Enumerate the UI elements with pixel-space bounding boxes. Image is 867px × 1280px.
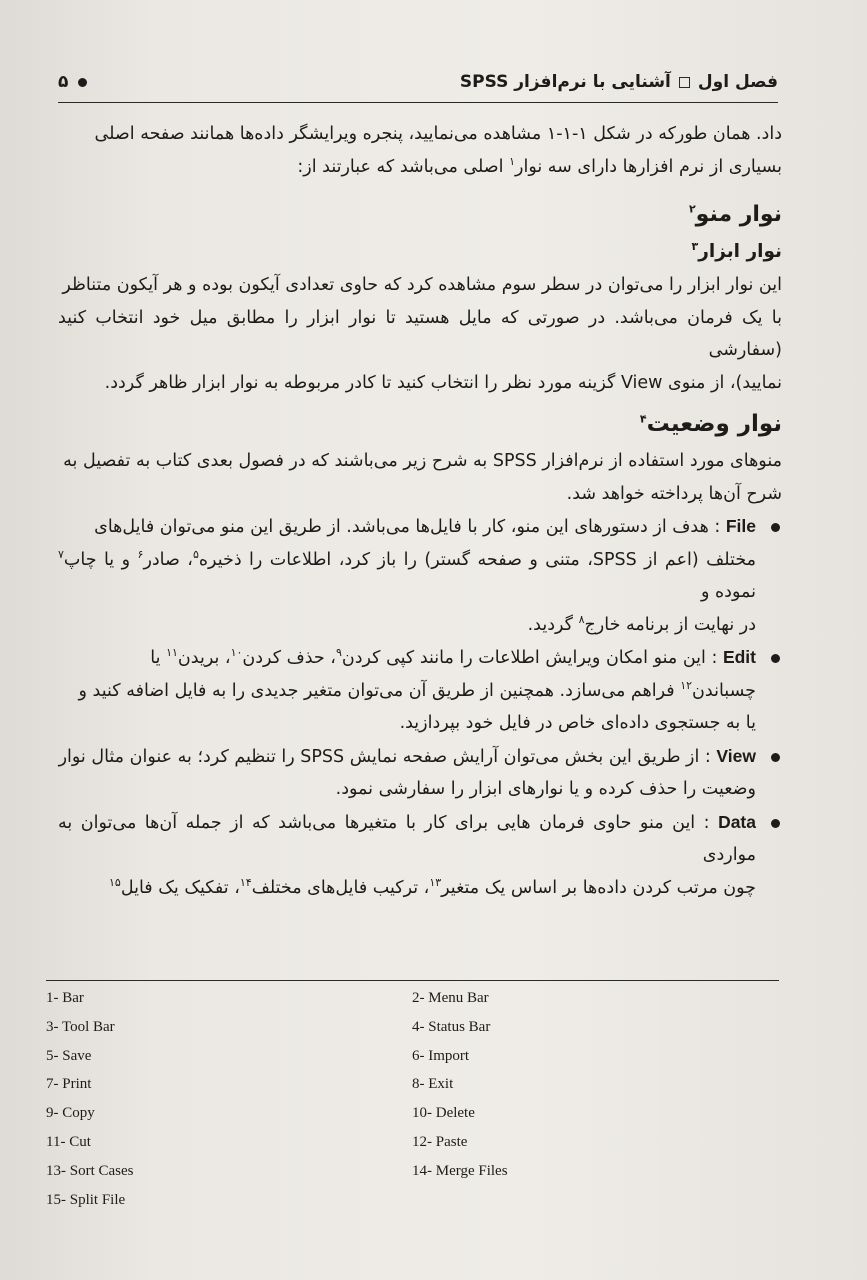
page-number-group (58, 72, 87, 92)
bullet-icon (771, 753, 780, 762)
footnote-ref: ۱ (509, 154, 515, 168)
square-bullet-icon (679, 77, 690, 88)
intro-line-2: بسیاری از نرم افزارها دارای سه نوار$^۱$ اصلی می‌باشد که عبارتند از: (297, 154, 782, 177)
menu-bar-heading: نوار منو$^۲$ (688, 202, 782, 227)
file-label: File (725, 516, 756, 536)
footnote: 2- Menu Bar (412, 990, 489, 1006)
tool-bar-heading: نوار ابزار$^۳$ (691, 239, 782, 262)
footnote: 4- Status Bar (412, 1018, 491, 1035)
intro-line-1: داد. همان طورکه در شکل ۱-۱-۱ مشاهده می‌نمایید، پنجره ویرایشگر داده‌ها همانند صفحه اصلی (94, 124, 782, 144)
page-body (58, 118, 782, 904)
menus-line-1: منوهای مورد استفاده از نرم‌افزار SPSS به شرح زیر می‌باشند که در فصول بعدی کتاب به تفصیل به (63, 451, 782, 471)
status-bar-heading: نوار وضعیت$^۴$ (639, 411, 782, 437)
footnote: 12- Paste (412, 1133, 468, 1150)
footnote: 15- Split File (46, 1191, 126, 1208)
footnote: 14- Merge Files (412, 1162, 508, 1179)
menus-line-2: شرح آن‌ها پرداخته خواهد شد. (566, 483, 782, 504)
footnote-ref: ۴ (639, 412, 647, 426)
footnotes-right-column (412, 984, 508, 1186)
footnote: 5- Save (46, 1047, 92, 1064)
data-menu-item: Data : این منو حاوی فرمان هایی برای کار با متغیرها می‌باشد که از جمله آن‌ها می‌توان به مواردی چون مرتب کردن داده‌ها بر اساس یک متغیر$^{۱۳}$، ترکیب فایل‌های مختلف$^{۱۴}$، تفکیک یک فایل$^{۱۵}$ (58, 806, 782, 905)
running-head (460, 72, 778, 92)
chapter-label: فصل اول (697, 72, 778, 92)
dot-icon (78, 78, 87, 87)
edit-menu-item: Edit : این منو امکان ویرایش اطلاعات را مانند کپی کردن$^۹$، حذف کردن$^{۱۰}$، بریدن$^{۱۱}$ یا چسباندن$^{۱۲}$ فراهم می‌سازد. همچنین از طریق آن می‌توان متغیر جدیدی را به فایل اضافه کنید و یا به جستجوی داده‌ای خاص در فایل خود بپردازید. (58, 641, 782, 740)
footnote: 6- Import (412, 1047, 470, 1064)
page-number: ۵ (58, 72, 69, 92)
view-menu-item: View : از طریق این بخش می‌توان آرایش صفحه نمایش SPSS را تنظیم کرد؛ به عنوان مثال نوار وضعیت را حذف کرده و یا نوارهای ابزار را سفارشی نمود. (58, 740, 782, 806)
edit-label: Edit (722, 647, 756, 667)
chapter-title: آشنایی با نرم‌افزار SPSS (459, 72, 671, 92)
footnote: 9- Copy (46, 1105, 95, 1122)
footnote: 8- Exit (412, 1076, 454, 1093)
footnote: 10- Delete (412, 1105, 475, 1122)
footnote-divider (46, 980, 779, 981)
page-header (58, 62, 778, 103)
toolbar-line-2: با یک فرمان می‌باشد. در صورتی که مایل هستید تا نوار ابزار را مطابق میل خود انتخاب کنید (سفارشی (58, 307, 782, 360)
footnotes-left-column (46, 984, 134, 1214)
footnote: 1- Bar (46, 990, 84, 1006)
file-menu-item: File : هدف از دستورهای این منو، کار با فایل‌ها می‌باشد. از طریق این منو می‌توان فایل‌های مختلف (اعم از SPSS، متنی و صفحه گستر) را باز کرد، اطلاعات را ذخیره$^۵$، صادر$^۶$ و یا چاپ$^۷$ نموده و در نهایت از برنامه خارج$^۸$ گردید. (58, 510, 782, 641)
toolbar-line-1: این نوار ابزار را می‌توان در سطر سوم مشاهده کرد که حاوی تعدادی آیکون بوده و هر آیکون متناظر (62, 275, 782, 295)
footnote: 3- Tool Bar (46, 1018, 115, 1035)
bullet-icon (771, 819, 780, 828)
footnote: 11- Cut (46, 1133, 91, 1150)
toolbar-line-3: نمایید)، از منوی View گزینه مورد نظر را انتخاب کنید تا کادر مربوطه به نوار ابزار ظاهر گردد. (104, 372, 782, 393)
footnote: 7- Print (46, 1076, 92, 1093)
bullet-icon (771, 523, 780, 532)
footnote-ref: ۳ (691, 239, 699, 253)
view-label: View (716, 745, 756, 766)
footnote: 13- Sort Cases (46, 1162, 134, 1179)
footnote-ref: ۲ (688, 202, 696, 216)
data-label: Data (718, 811, 756, 832)
bullet-icon (771, 654, 780, 663)
